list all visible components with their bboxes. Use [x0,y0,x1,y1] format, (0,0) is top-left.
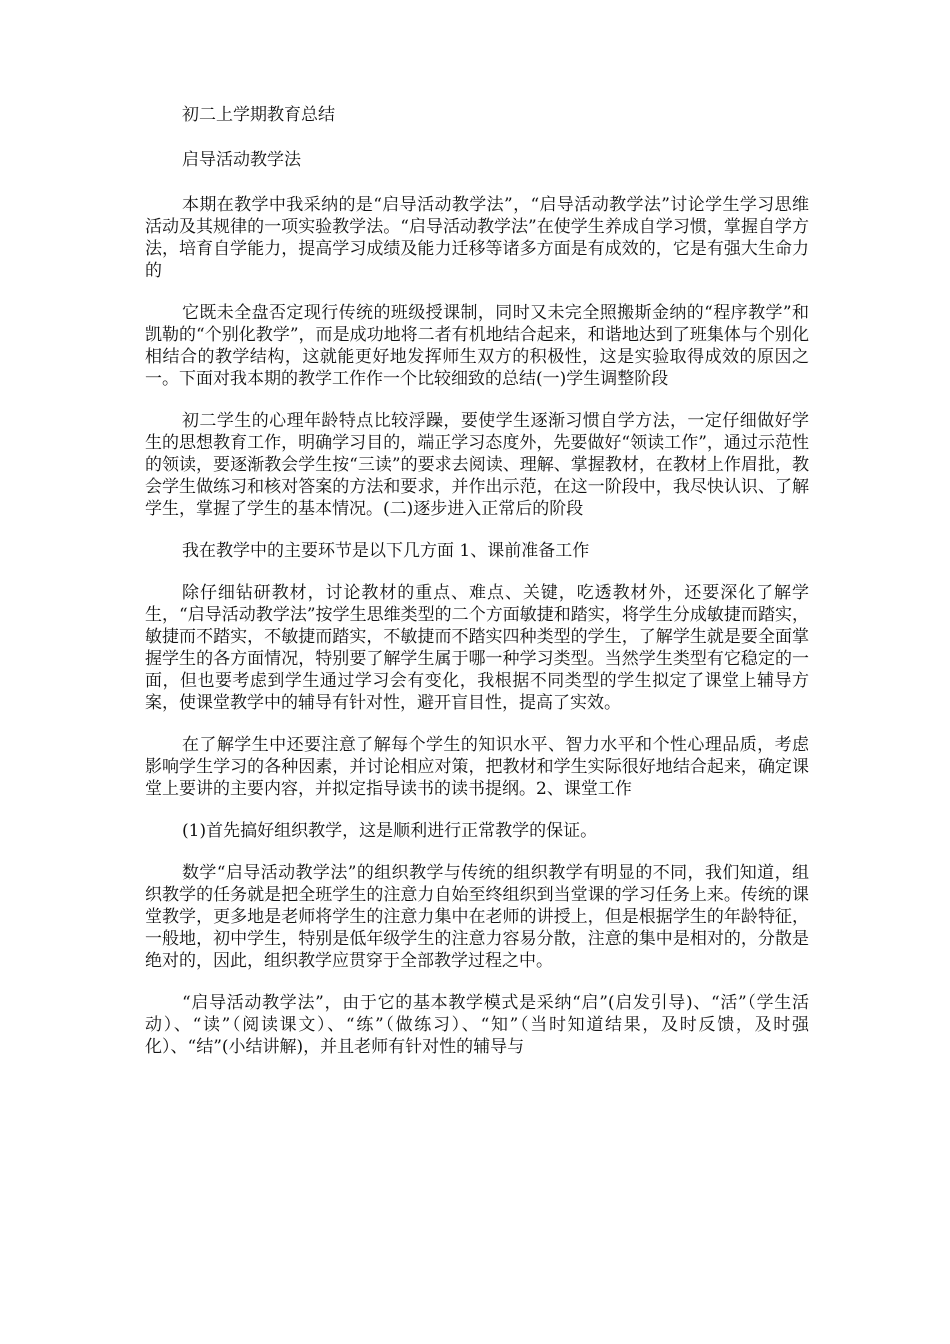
paragraph-9: “启导活动教学法”，由于它的基本教学模式是采纳“启”(启发引导)、“活”（学生活动）、“读”（阅读课文）、“练”（做练习）、“知”（当时知道结果，及时反馈，及时强化）、“结”(小结讲解)，并且老师有针对性的辅导与 [145,993,809,1057]
paragraph-8: 数学“启导活动教学法”的组织教学与传统的组织教学有明显的不同，我们知道，组织教学的任务就是把全班学生的注意力自始至终组织到当堂课的学习任务上来。传统的课堂教学，更多地是老师将学生的注意力集中在老师的讲授上，但是根据学生的年龄特征，一般地，初中学生，特别是低年级学生的注意力容易分散，注意的集中是相对的，分散是绝对的，因此，组织教学应贯穿于全部教学过程之中。 [145,863,809,971]
paragraph-1: 本期在教学中我采纳的是“启导活动教学法”，“启导活动教学法”讨论学生学习思维活动及其规律的一项实验教学法。“启导活动教学法”在使学生养成自学习惯，掌握自学方法，培育自学能力，提高学习成绩及能力迁移等诸多方面是有成效的，它是有强大生命力的 [145,195,809,281]
document-subtitle: 启导活动教学法 [182,150,301,170]
paragraph-4: 我在教学中的主要环节是以下几方面 1、课前准备工作 [182,541,590,561]
paragraph-2: 它既未全盘否定现行传统的班级授课制，同时又未完全照搬斯金纳的“程序教学”和凯勒的“个别化教学”，而是成功地将二者有机地结合起来，和谐地达到了班集体与个别化相结合的教学结构，这就能更好地发挥师生双方的积极性，这是实验取得成效的原因之一。下面对我本期的教学工作作一个比较细致的总结(一)学生调整阶段 [145,303,809,389]
paragraph-7: (1)首先搞好组织教学，这是顺利进行正常教学的保证。 [182,821,598,841]
paragraph-5: 除仔细钻研教材，讨论教材的重点、难点、关键，吃透教材外，还要深化了解学生，“启导活动教学法”按学生思维类型的二个方面敏捷和踏实，将学生分成敏捷而踏实，敏捷而不踏实，不敏捷而踏实，不敏捷而不踏实四种类型的学生，了解学生就是要全面掌握学生的各方面情况，特别要了解学生属于哪一种学习类型。当然学生类型有它稳定的一面，但也要考虑到学生通过学习会有变化，我根据不同类型的学生拟定了课堂上辅导方案，使课堂教学中的辅导有针对性，避开盲目性，提高了实效。 [145,583,809,713]
paragraph-6: 在了解学生中还要注意了解每个学生的知识水平、智力水平和个性心理品质，考虑影响学生学习的各种因素，并讨论相应对策，把教材和学生实际很好地结合起来，确定课堂上要讲的主要内容，并拟定指导读书的读书提纲。2、课堂工作 [145,735,809,799]
paragraph-3: 初二学生的心理年龄特点比较浮躁，要使学生逐渐习惯自学方法，一定仔细做好学生的思想教育工作，明确学习目的，端正学习态度外，先要做好“领读工作”，通过示范性的领读，要逐渐教会学生按“三读”的要求去阅读、理解、掌握教材，在教材上作眉批，教会学生做练习和核对答案的方法和要求，并作出示范，在这一阶段中，我尽快认识、了解学生，掌握了学生的基本情况。(二)逐步进入正常后的阶段 [145,411,809,519]
document-page [145,104,809,1078]
document-title: 初二上学期教育总结 [182,105,335,125]
